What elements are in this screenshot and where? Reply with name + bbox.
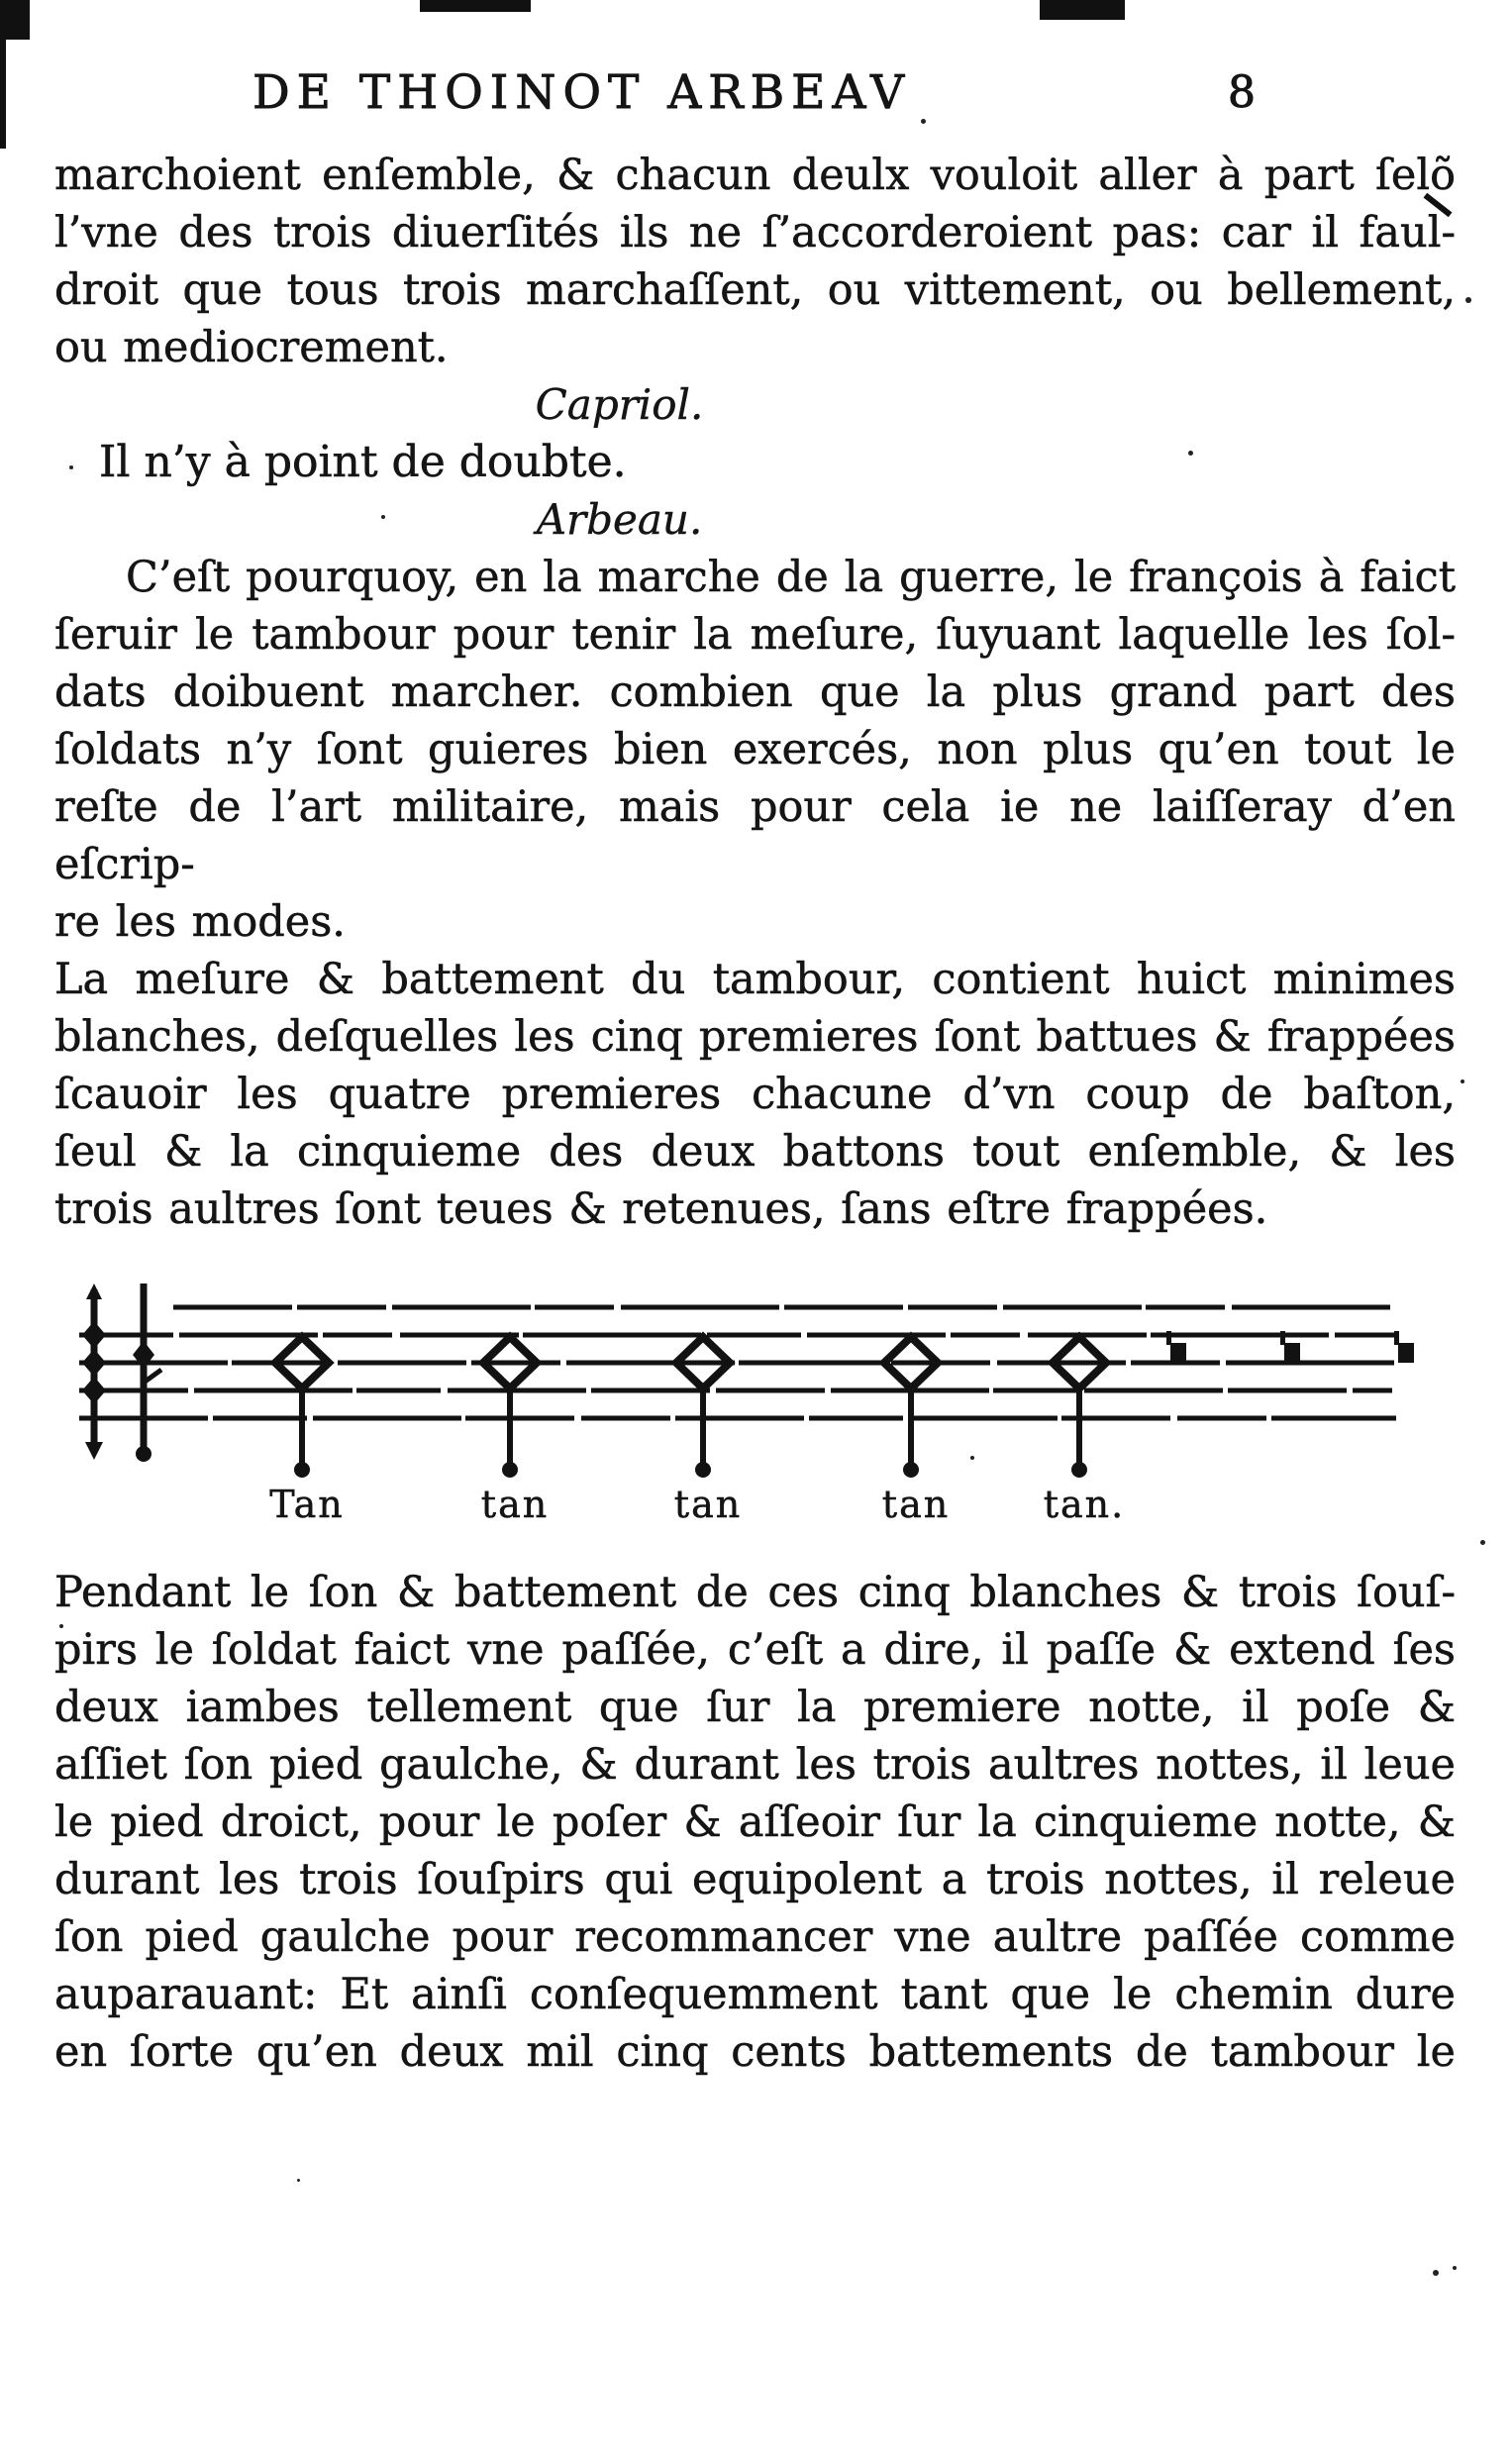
minim-note	[275, 1337, 329, 1478]
minim-rest	[1394, 1331, 1414, 1363]
text-line: ſon pied gaulche pour recommancer vne aultre paſſée comme	[54, 1912, 1456, 1962]
scan-artifact	[1040, 0, 1125, 20]
text-line: trois aultres ſont teues & retenues, ſans eſtre frappées.	[54, 1184, 1268, 1234]
text-block	[54, 147, 1456, 2081]
music-staff	[40, 1276, 1456, 1489]
syllable-row	[54, 1483, 1456, 1534]
text-line: ſcauoir les quatre premieres chacune d’vn coup de baſton,	[54, 1070, 1456, 1119]
dialogue-line: Il n’y à point de doubte.	[99, 437, 627, 487]
scan-artifact	[420, 0, 531, 12]
speaker-name-capriol: Capriol.	[535, 380, 704, 429]
paragraph-4	[54, 1564, 1456, 2081]
text-line: droit que tous trois marchaſſent, ou vittement, ou bellement,	[54, 265, 1456, 315]
page-title: DE THOINOT ARBEAV	[252, 65, 912, 120]
ink-speck	[297, 2179, 300, 2182]
text-line: auparauant: Et ainſi conſequemment tant que le chemin dure	[54, 1970, 1456, 2019]
syllable: Tan	[269, 1483, 345, 1526]
text-line: deux iambes tellement que ſur la premiere notte, il poſe &	[54, 1683, 1456, 1732]
ink-speck	[1453, 2266, 1457, 2270]
text-line: Pendant le ſon & battement de ces cinq blanches & trois ſouſ-	[54, 1568, 1456, 1617]
running-head	[54, 65, 1456, 145]
minim-note	[1053, 1337, 1106, 1478]
text-line: re les modes.	[54, 897, 346, 947]
text-line: le pied droict, pour le poſer & aſſeoir ſur la cinquieme notte, &	[54, 1797, 1456, 1847]
syllable: tan	[881, 1483, 951, 1526]
paragraph-1	[54, 147, 1456, 376]
syllable: tan	[480, 1483, 550, 1526]
paragraph-3	[54, 951, 1456, 1238]
text-line: marchoient enſemble, & chacun deulx vouloit aller à part ſelõ	[54, 151, 1456, 200]
syllable: tan.	[1043, 1483, 1126, 1526]
text-line: blanches, deſquelles les cinq premieres ſont battues & frappées	[54, 1012, 1456, 1062]
scan-artifact	[0, 0, 6, 149]
text-line: aſſiet ſon pied gaulche, & durant les trois aultres nottes, il leue	[54, 1740, 1456, 1790]
text-line: ſeruir le tambour pour tenir la meſure, ſuyuant laquelle les ſol-	[54, 610, 1456, 660]
text-line: pirs le ſoldat faict vne paſſée, c’eſt a dire, il paſſe & extend ſes	[54, 1625, 1456, 1675]
page-number: 8	[1228, 67, 1256, 118]
text-line: en ſorte qu’en deux mil cinq cents battements de tambour le	[54, 2027, 1456, 2077]
text-line: C’eſt pourquoy, en la marche de la guerre, le françois à faict	[126, 553, 1456, 602]
minim-note	[884, 1337, 938, 1478]
speaker-name-arbeau: Arbeau.	[536, 495, 703, 544]
minim-note	[483, 1337, 537, 1478]
paragraph-2	[54, 549, 1456, 951]
text-line: La meſure & battement du tambour, contient huict minimes	[54, 955, 1456, 1004]
text-line: dats doibuent marcher. combien que la plus grand part des	[54, 667, 1456, 717]
text-line: ſoldats n’y ſont guieres bien exercés, non plus qu’en tout le	[54, 725, 1456, 774]
syllable: tan	[673, 1483, 743, 1526]
ink-speck	[1461, 1079, 1464, 1083]
text-line: durant les trois ſouſpirs qui equipolent a trois nottes, il releue	[54, 1855, 1456, 1904]
text-line: l’vne des trois diuerſités ils ne ſ’accorderoient pas: car il faul-	[54, 208, 1456, 257]
ink-speck	[1480, 1540, 1485, 1545]
ink-speck	[1465, 297, 1471, 303]
staff-drawing	[40, 1276, 1495, 1489]
text-line: ſeul & la cinquieme des deux battons tout enſemble, & les	[54, 1127, 1456, 1177]
ink-speck	[1433, 2270, 1439, 2276]
minim-note	[676, 1337, 730, 1478]
clef	[82, 1283, 161, 1462]
text-line: reſte de l’art militaire, mais pour cela ie ne laiſſeray d’en eſcrip-	[54, 782, 1456, 889]
text-line: ou mediocrement.	[54, 323, 449, 372]
